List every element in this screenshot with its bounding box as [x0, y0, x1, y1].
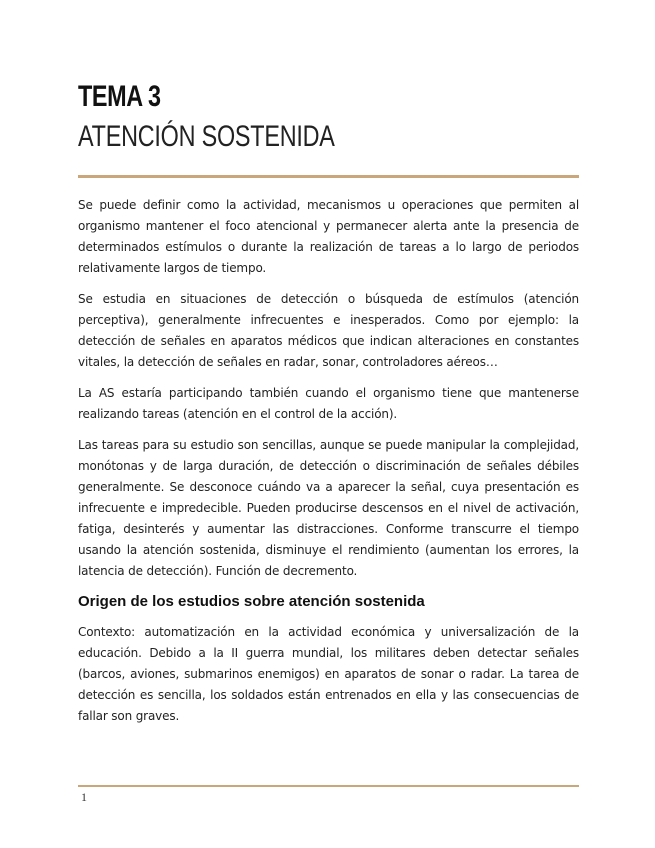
paragraph-definition: Se puede definir como la actividad, mecanismos u operaciones que permiten al organismo mantener el foco atencional y permanecer alerta ante la presencia de determinados estímulos o durante la realización de tareas a lo largo de periodos relativamente largos de tiempo.: [78, 198, 579, 275]
title-divider: [78, 175, 579, 178]
paragraph-context: Contexto: automatización en la actividad económica y universalización de la educación. Debido a la II guerra mundial, los militares deben detectar señales (barcos, aviones, submarinos enemigos) en aparatos de sonar o radar. La tarea de detección es sencilla, los soldados están entrenados en ella y las consecuencias de fallar son graves.: [78, 625, 579, 723]
section-heading: Origen de los estudios sobre atención sostenida: [78, 593, 425, 610]
paragraph-study-tasks: Las tareas para su estudio son sencillas, aunque se puede manipular la complejidad, monótonas y de larga duración, de detección o discriminación de señales débiles generalmente. Se desconoce cuándo va a aparecer la señal, cuya presentación es infrecuente e impredecible. Pueden producirse descensos en el nivel de activación, fatiga, desinterés y aumentar las distracciones. Conforme transcurre el tiempo usando la atención sostenida, disminuye el rendimiento (aumentan los errores, la latencia de detección). Función de decremento.: [78, 438, 579, 578]
body-content: [78, 195, 579, 737]
page-title: ATENCIÓN SOSTENIDA: [78, 120, 335, 153]
paragraph-study-situations: Se estudia en situaciones de detección o búsqueda de estímulos (atención perceptiva), generalmente infrecuentes e inesperados. Como por ejemplo: la detección de señales en aparatos médicos que indican alteraciones en constantes vitales, la detección de señales en radar, sonar, controladores aéreos…: [78, 292, 579, 369]
title-block: [78, 80, 578, 154]
topic-label: TEMA 3: [78, 80, 161, 113]
page-number: 1: [81, 790, 87, 804]
footer-divider: [78, 785, 579, 787]
paragraph-action-control: La AS estaría participando también cuando el organismo tiene que mantenerse realizando tareas (atención en el control de la acción).: [78, 386, 579, 421]
